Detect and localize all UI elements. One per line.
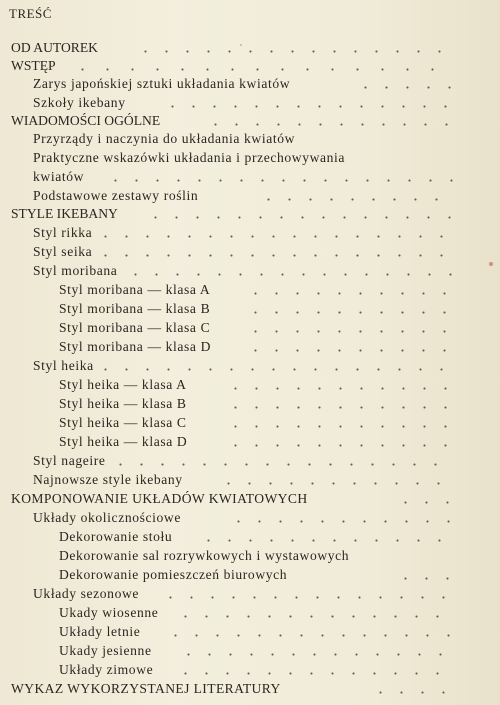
dot-leader — [95, 223, 455, 242]
dot-leader — [175, 660, 455, 679]
dot-leader — [145, 204, 455, 223]
toc-entry-title: Styl heika — klasa A — [59, 377, 187, 392]
dot-leader — [225, 394, 455, 413]
dot-leader — [135, 38, 455, 57]
toc-entry-title: Układy okolicznościowe — [33, 510, 181, 525]
toc-entry-title: WYKAZ WYKORZYSTANEJ LITERATURY — [11, 681, 281, 696]
toc-entry-title: Styl moribana — klasa A — [59, 282, 211, 297]
toc-entry-title: Ukady jesienne — [59, 643, 152, 658]
dot-leader — [245, 318, 455, 337]
toc-entry-title: Szkoły ikebany — [33, 95, 126, 110]
dot-leader — [225, 413, 455, 432]
toc-entry-title: Układy zimowe — [59, 662, 154, 677]
paper-speck — [240, 44, 242, 46]
toc-entry-title: Styl moribana — klasa B — [59, 301, 211, 316]
toc-entry-title: Dekorowanie stołu — [59, 529, 173, 544]
toc-entry-title: Styl seika — [33, 244, 93, 259]
toc-entry-title: kwiatów — [33, 169, 85, 184]
toc-entry-title: Dekorowanie sal rozrywkowych i wystawowych — [59, 548, 350, 563]
dot-leader — [95, 242, 455, 261]
dot-leader — [175, 603, 455, 622]
toc-entry-title: Styl heika — klasa B — [59, 396, 187, 411]
dot-leader — [178, 641, 455, 660]
dot-leader — [355, 74, 455, 93]
dot-leader — [245, 299, 455, 318]
dot-leader — [110, 451, 455, 470]
dot-leader — [198, 527, 455, 546]
paper-speck — [489, 262, 493, 266]
page-title: TREŚĆ — [9, 6, 52, 21]
dot-leader — [165, 622, 455, 641]
dot-leader — [228, 508, 455, 527]
dot-leader — [258, 186, 455, 205]
toc-entry-title: Zarys japońskiej sztuki układania kwiatów — [33, 76, 291, 91]
dot-leader — [125, 261, 455, 280]
toc-entry-title: Styl heika — klasa C — [59, 415, 187, 430]
toc-entry-title: KOMPONOWANIE UKŁADÓW KWIATOWYCH — [11, 491, 308, 506]
dot-leader — [225, 375, 455, 394]
toc-entry-title: Styl rikka — [33, 225, 93, 240]
toc-entry-title: Styl heika — klasa D — [59, 434, 188, 449]
dot-leader — [160, 584, 455, 603]
toc-entry-title: Układy letnie — [59, 624, 141, 639]
toc-entry-title: Styl moribana — [33, 263, 118, 278]
toc-entry-title: Praktyczne wskazówki układania i przechowywania — [33, 150, 346, 165]
toc-entry-title: Podstawowe zestawy roślin — [33, 188, 199, 203]
toc-entry-title: WIADOMOŚCI OGÓLNE — [11, 113, 161, 128]
dot-leader — [95, 356, 455, 375]
dot-leader — [70, 56, 455, 75]
dot-leader — [105, 167, 455, 186]
dot-leader — [245, 337, 455, 356]
toc-entry-title: Styl nageire — [33, 453, 106, 468]
dot-leader — [225, 432, 455, 451]
toc-entry-title: Styl heika — [33, 358, 94, 373]
toc-entry-title: OD AUTOREK — [11, 40, 98, 55]
dot-leader — [205, 111, 455, 130]
dot-leader — [395, 565, 455, 584]
toc-entry-title: Układy sezonowe — [33, 586, 140, 601]
toc-entry-title: Dekorowanie pomieszczeń biurowych — [59, 567, 288, 582]
toc-entry-title: Styl moribana — klasa D — [59, 339, 211, 354]
toc-entry-title: STYLE IKEBANY — [11, 206, 118, 221]
toc-entry-title: WSTĘP — [11, 58, 56, 73]
toc-entry-title: Przyrządy i naczynia do układania kwiatów — [33, 131, 296, 146]
dot-leader — [218, 470, 455, 489]
dot-leader — [245, 280, 455, 299]
toc-entry-title: Ukady wiosenne — [59, 605, 159, 620]
dot-leader — [370, 679, 455, 698]
toc-entry-title: Styl moribana — klasa C — [59, 320, 211, 335]
dot-leader — [162, 93, 455, 112]
toc-entry-title: Najnowsze style ikebany — [33, 472, 183, 487]
dot-leader — [395, 489, 455, 508]
